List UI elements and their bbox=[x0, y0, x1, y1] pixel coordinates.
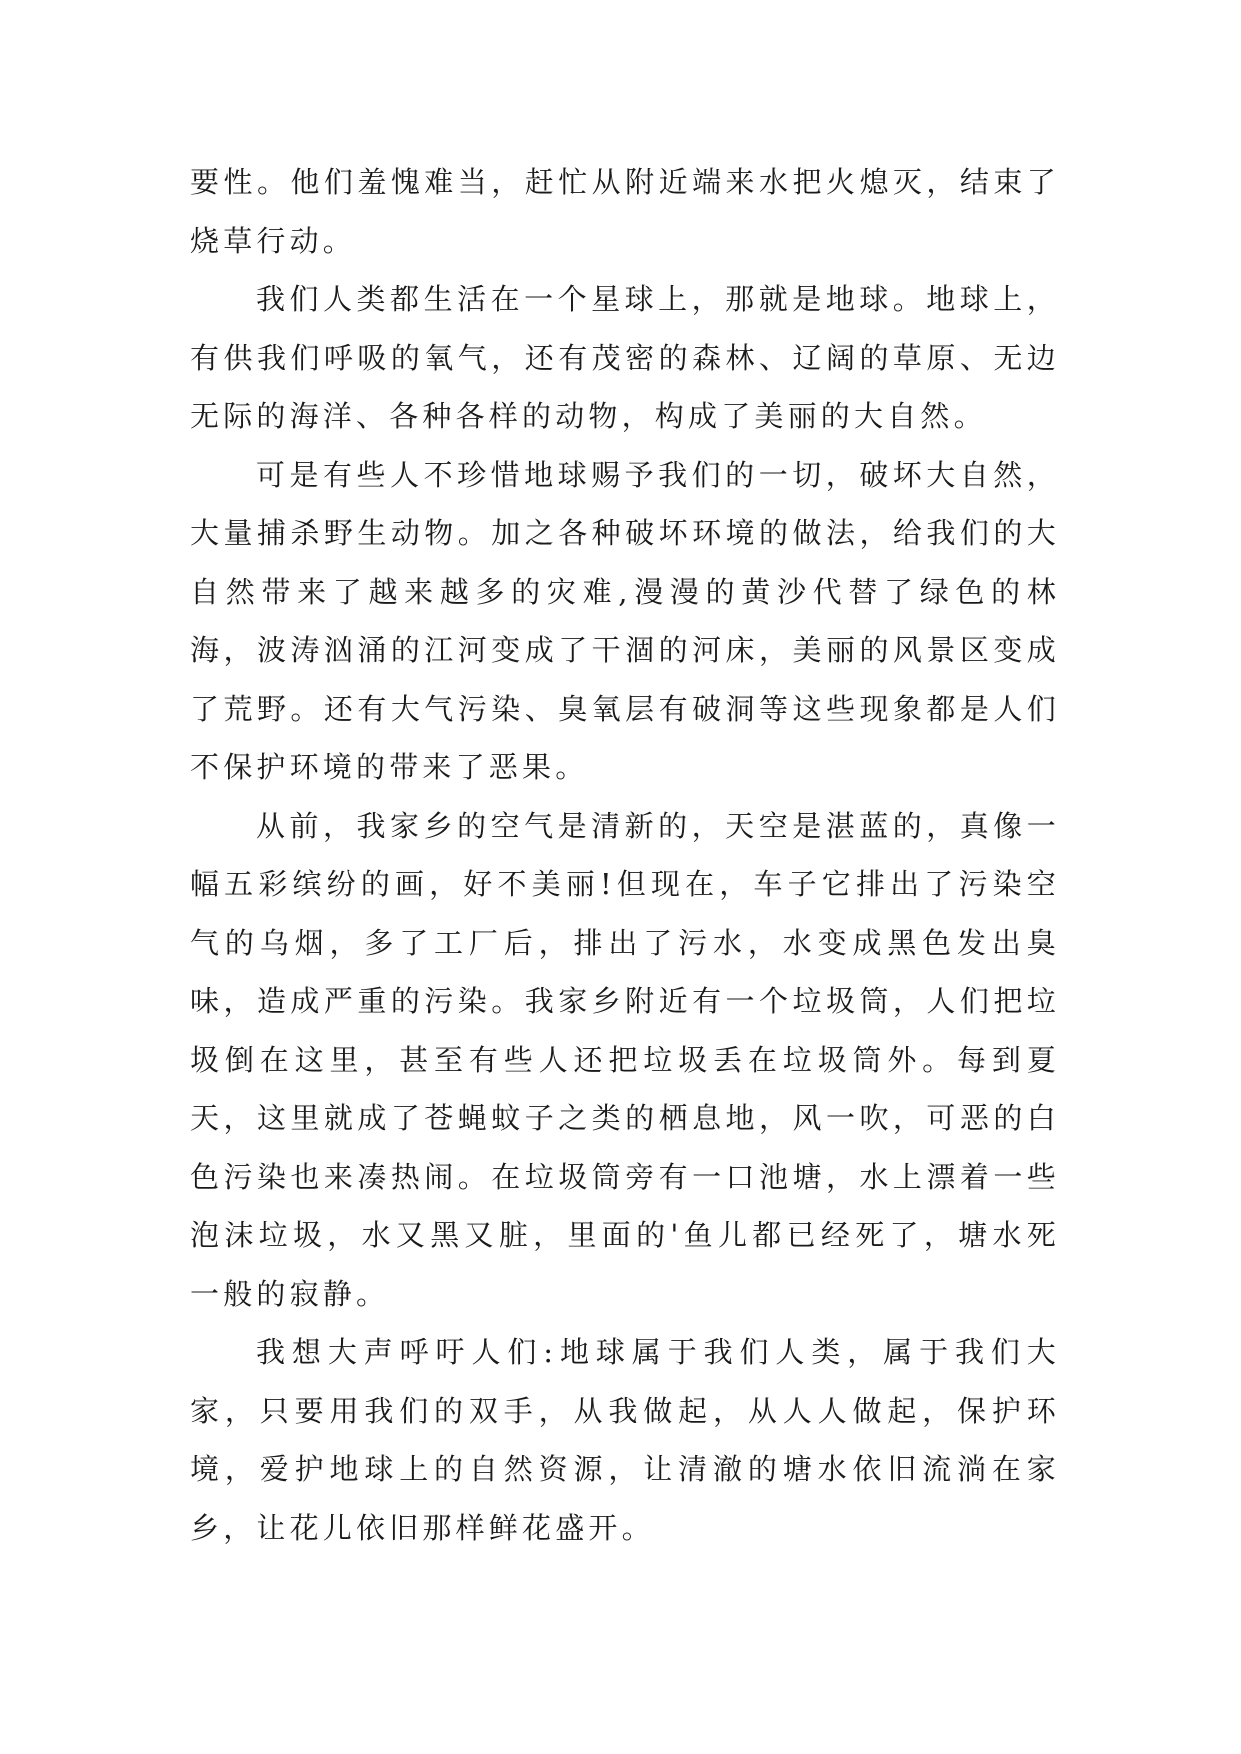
paragraph-hometown: 从前，我家乡的空气是清新的，天空是湛蓝的，真像一幅五彩缤纷的画，好不美丽!但现在，车子它排出了污染空气的乌烟，多了工厂后，排出了污水，水变成黑色发出臭味，造成严重的污染。我家乡附近有一个垃圾筒，人们把垃圾倒在这里，甚至有些人还把垃圾丢在垃圾筒外。每到夏天，这里就成了苍蝇蚊子之类的栖息地，风一吹，可恶的白色污染也来凑热闹。在垃圾筒旁有一口池塘，水上漂着一些泡沫垃圾，水又黑又脏，里面的'鱼儿都已经死了，塘水死一般的寂静。 bbox=[190, 808, 1060, 1311]
paragraph-destruction: 可是有些人不珍惜地球赐予我们的一切，破坏大自然，大量捕杀野生动物。加之各种破坏环境的做法，给我们的大自然带来了越来越多的灾难,漫漫的黄沙代替了绿色的林海，波涛汹涌的江河变成了干涸的河床，美丽的风景区变成了荒野。还有大气污染、臭氧层有破洞等这些现象都是人们不保护环境的带来了恶果。 bbox=[190, 457, 1060, 784]
paragraph-earth: 我们人类都生活在一个星球上，那就是地球。地球上，有供我们呼吸的氧气，还有茂密的森林、辽阔的草原、无边无际的海洋、各种各样的动物，构成了美丽的大自然。 bbox=[190, 282, 1060, 433]
paragraph-continuation: 要性。他们羞愧难当，赶忙从附近端来水把火熄灭，结束了烧草行动。 bbox=[190, 165, 1060, 258]
document-body bbox=[190, 153, 1060, 1557]
paragraph-appeal: 我想大声呼吁人们:地球属于我们人类，属于我们大家，只要用我们的双手，从我做起，从人人做起，保护环境，爱护地球上的自然资源，让清澈的塘水依旧流淌在家乡，让花儿依旧那样鲜花盛开。 bbox=[190, 1335, 1060, 1545]
